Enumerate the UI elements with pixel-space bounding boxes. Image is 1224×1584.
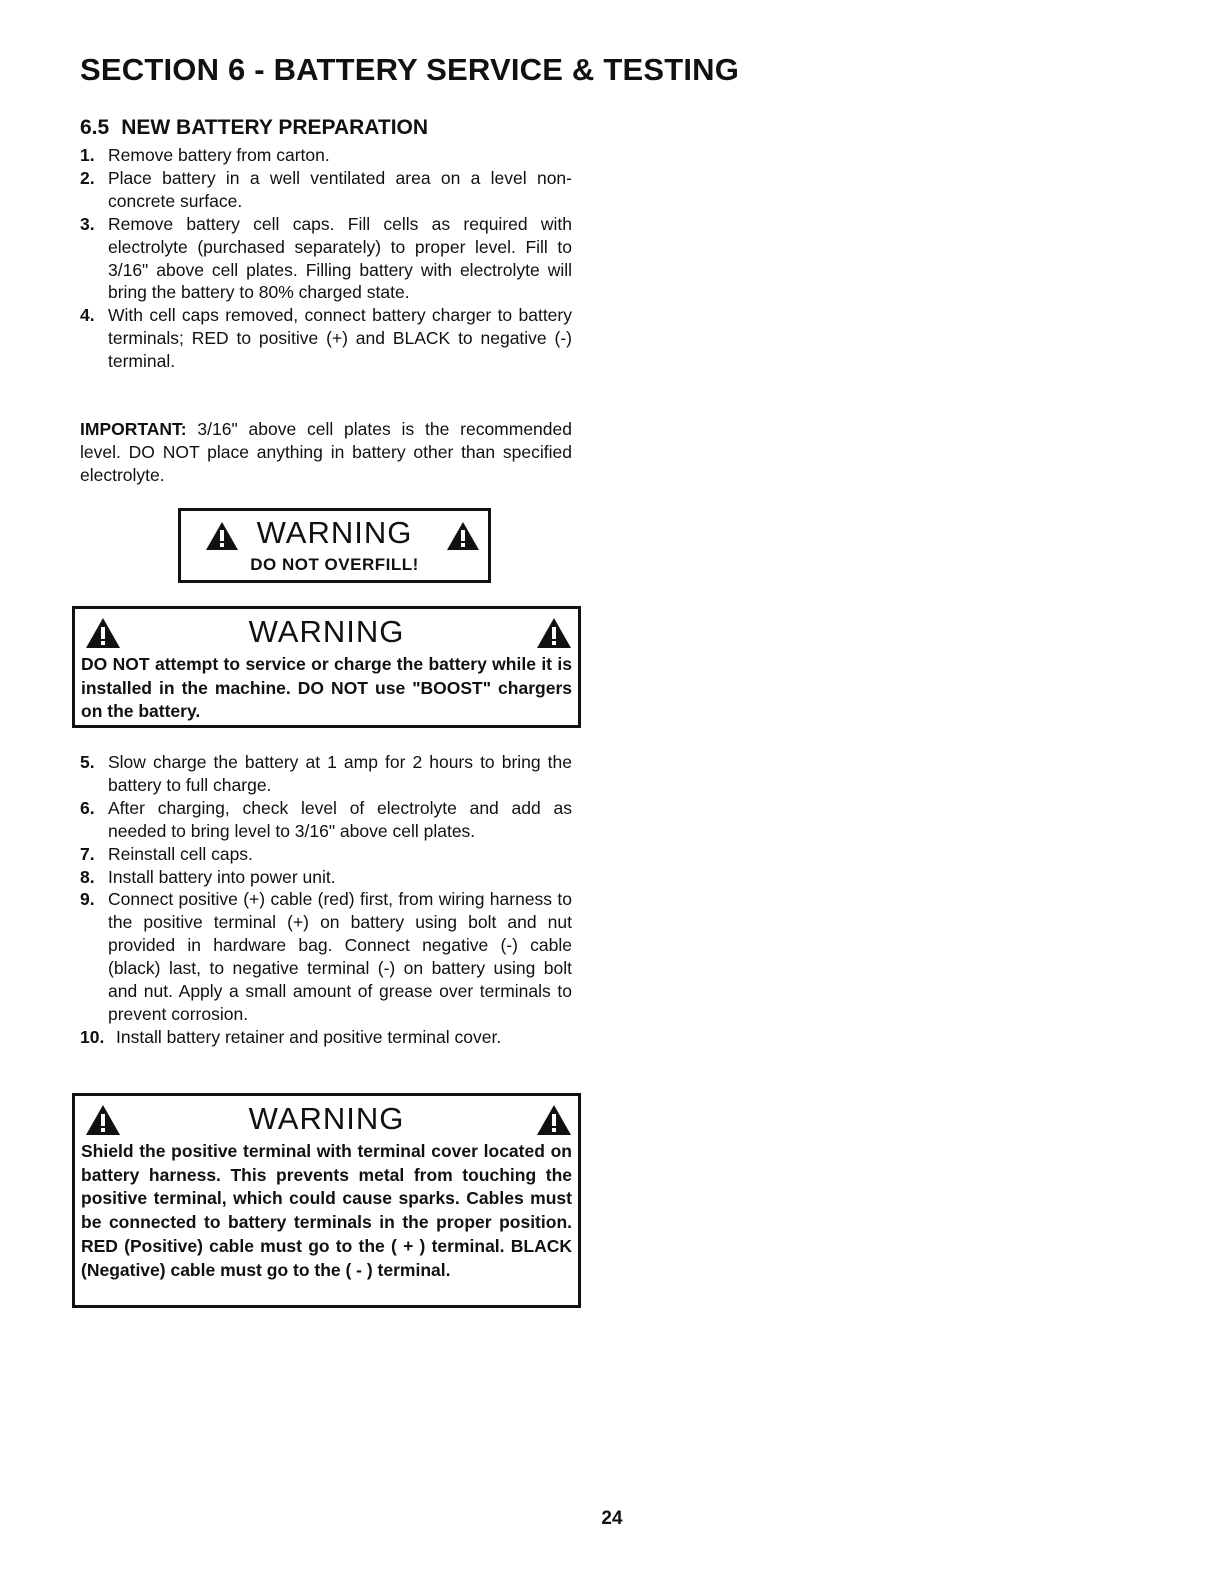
warning-triangle-icon [446,521,480,551]
step-number: 5. [80,752,95,772]
list-item [80,751,572,797]
step-number: 1. [80,145,95,165]
warning-heading-row [75,609,578,653]
warning-text: DO NOT OVERFILL! [250,555,419,574]
step-number: 7. [80,843,95,864]
step-number: 6. [80,797,95,818]
subsection-label: NEW BATTERY PREPARATION [121,116,429,139]
important-note [80,418,572,487]
step-number: 3. [80,213,95,234]
list-item [80,888,572,1025]
step-text: With cell caps removed, connect battery charger to battery terminals; RED to positive (+) and BLACK to negative (-) terminal. [108,305,572,372]
subsection-title [80,116,428,140]
step-text: Install battery retainer and positive terminal cover. [116,1026,502,1047]
list-item [80,304,572,373]
step-number: 8. [80,866,95,887]
step-number: 10. [80,1026,105,1047]
step-text: After charging, check level of electrolyte and add as needed to bring level to 3/16" above cell plates. [108,797,572,841]
important-label: IMPORTANT: [80,419,187,439]
step-text: Reinstall cell caps. [108,843,253,864]
steps-list-part2 [80,751,572,1049]
warning-text: Shield the positive terminal with terminal cover located on battery harness. This prevents metal from touching the positive terminal, which could cause sparks. Cables must be connected to battery terminals in the proper position. RED (Positive) cable must go to the ( + ) terminal. BLACK (Negative) cable must go to the ( - ) terminal. [81,1141,572,1280]
list-item [80,213,572,305]
list-item [80,1026,572,1049]
subsection-number: 6.5 [80,116,110,139]
steps-list-part1 [80,144,572,373]
warning-heading: WARNING [256,515,413,550]
warning-heading-row [75,1096,578,1140]
list-item [80,144,572,167]
warning-service-box [72,606,581,728]
important-text: 3/16" above cell plates is the recommended level. DO NOT place anything in battery other than specified electrolyte. [80,419,572,485]
warning-terminal-box [72,1093,581,1308]
section-title: SECTION 6 - BATTERY SERVICE & TESTING [80,52,740,87]
warning-heading: WARNING [248,614,405,649]
list-item [80,797,572,843]
warning-triangle-icon [85,617,121,649]
step-number: 4. [80,305,95,326]
list-item [80,167,572,213]
warning-triangle-icon [536,1104,572,1136]
step-text: Remove battery from carton. [108,145,330,165]
warning-triangle-icon [85,1104,121,1136]
step-text: Remove battery cell caps. Fill cells as required with electrolyte (purchased separately) to proper level. Fill to 3/16" above cell plates. Filling battery with electrolyte will bring the battery to 80% charged state. [108,213,572,303]
warning-overfill-box [178,508,491,583]
step-text: Slow charge the battery at 1 amp for 2 hours to bring the battery to full charge. [108,752,572,795]
step-text: Install battery into power unit. [108,866,336,887]
page-number: 24 [601,1508,623,1529]
step-number: 9. [80,889,95,910]
list-item [80,866,572,889]
step-text: Place battery in a well ventilated area on a level non-concrete surface. [108,167,572,211]
step-number: 2. [80,167,95,188]
step-text: Connect positive (+) cable (red) first, from wiring harness to the positive terminal (+) on battery using bolt and nut provided in hardware bag. Connect negative (-) cable (black) last, to negative terminal (-) on battery using bolt and nut. Apply a small amount of grease over terminals to prevent corrosion. [108,889,572,1024]
warning-text: DO NOT attempt to service or charge the battery while it is installed in the machine. DO NOT use "BOOST" chargers on the battery. [81,654,572,722]
warning-triangle-icon [536,617,572,649]
list-item [80,843,572,866]
warning-heading: WARNING [248,1101,405,1136]
